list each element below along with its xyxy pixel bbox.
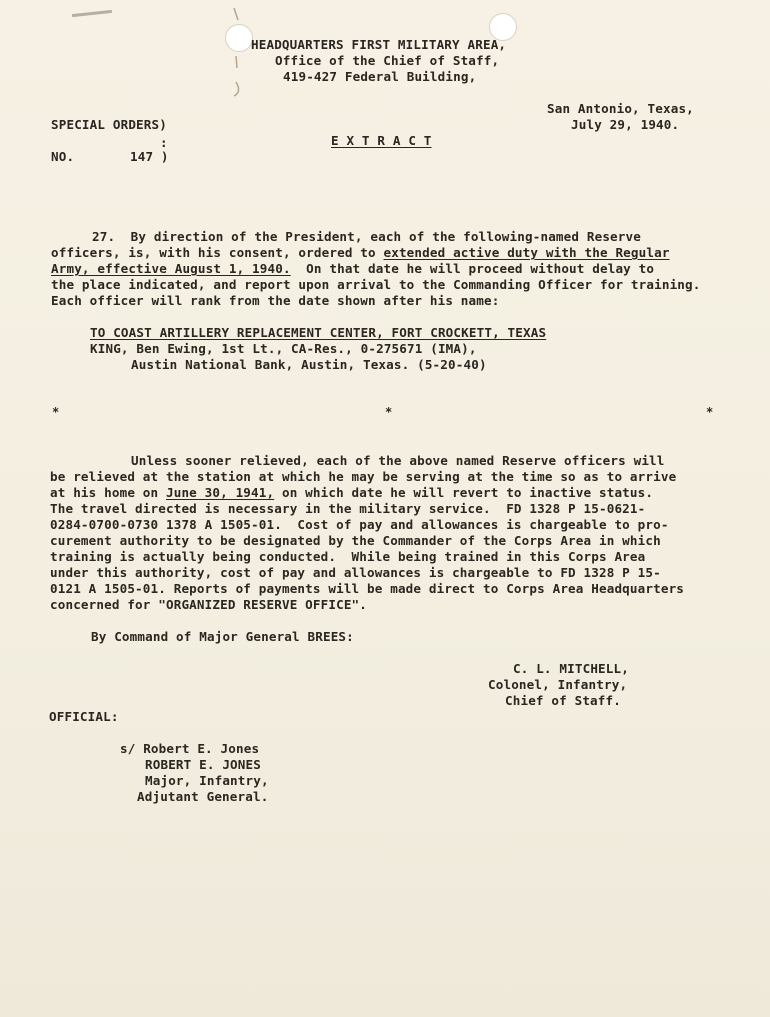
staple-mark <box>228 4 248 104</box>
para27-line-2b: extended active duty with the Regular <box>383 245 670 260</box>
para2-line-9: 0121 A 1505-01. Reports of payments will be made direct to Corps Area Headquarters <box>50 581 685 596</box>
assignment-heading: TO COAST ARTILLERY REPLACEMENT CENTER, FORT CROCKETT, TEXAS <box>90 325 547 340</box>
para27-line-3b: On that date he will proceed without delay to <box>290 261 655 276</box>
separator-star-left: * <box>52 405 60 419</box>
para2-line-8: under this authority, cost of pay and allowances is chargeable to FD 1328 P 15- <box>50 565 661 580</box>
extract-title: E X T R A C T <box>331 133 432 148</box>
assignment-address: Austin National Bank, Austin, Texas. (5-20-40) <box>131 357 487 372</box>
para2-line-1: Unless sooner relieved, each of the above named Reserve officers will <box>131 453 665 468</box>
official-title: Adjutant General. <box>137 789 269 804</box>
orders-colon: : <box>160 135 168 150</box>
para27-line-2a: officers, is, with his consent, ordered to <box>51 245 384 260</box>
official-signed: s/ Robert E. Jones <box>120 741 260 756</box>
orders-no-label: NO. <box>51 149 75 164</box>
orders-no-value: 147 ) <box>130 149 169 164</box>
para2-line-3c: on which date he will revert to inactive status. <box>274 485 654 500</box>
para27-line-3a: Army, effective August 1, 1940. <box>51 261 291 276</box>
separator-star-center: * <box>385 405 393 419</box>
signature-name: C. L. MITCHELL, <box>513 661 629 676</box>
para27-line-3 <box>51 261 654 277</box>
assignment-officer: KING, Ben Ewing, 1st Lt., CA-Res., 0-275671 (IMA), <box>90 341 477 356</box>
signature-title: Chief of Staff. <box>505 693 621 708</box>
para2-line-5: 0284-0700-0730 1378 A 1505-01. Cost of pay and allowances is chargeable to pro- <box>50 517 669 532</box>
para2-line-3a: at his home on <box>50 485 166 500</box>
separator-star-right: * <box>706 405 714 419</box>
para2-line-4: The travel directed is necessary in the military service. FD 1328 P 15-0621- <box>50 501 646 516</box>
header-line-1: HEADQUARTERS FIRST MILITARY AREA, <box>251 37 507 52</box>
para27-line-5: Each officer will rank from the date shown after his name: <box>51 293 500 308</box>
place: San Antonio, Texas, <box>547 101 694 116</box>
para27-line-1: 27. By direction of the President, each of the following-named Reserve <box>92 229 641 244</box>
para27-line-4: the place indicated, and report upon arrival to the Commanding Officer for training. <box>51 277 701 292</box>
para2-line-7: training is actually being conducted. While being trained in this Corps Area <box>50 549 646 564</box>
para2-line-3b: June 30, 1941, <box>165 485 275 500</box>
header-line-3: 419-427 Federal Building, <box>283 69 477 84</box>
para2-line-3 <box>50 485 653 501</box>
header-line-2: Office of the Chief of Staff, <box>275 53 500 68</box>
signature-rank: Colonel, Infantry, <box>488 677 628 692</box>
official-rank: Major, Infantry, <box>145 773 269 788</box>
command-line: By Command of Major General BREES: <box>91 629 354 644</box>
special-orders-label: SPECIAL ORDERS) <box>51 117 167 132</box>
para27-line-2 <box>51 245 670 261</box>
para2-line-10: concerned for "ORGANIZED RESERVE OFFICE". <box>50 597 368 612</box>
official-name: ROBERT E. JONES <box>145 757 261 772</box>
para2-line-2: be relieved at the station at which he may be serving at the time so as to arrive <box>50 469 677 484</box>
para2-line-6: curement authority to be designated by the Commander of the Corps Area in which <box>50 533 661 548</box>
paper-smudge <box>72 10 112 17</box>
official-label: OFFICIAL: <box>49 709 119 724</box>
date: July 29, 1940. <box>571 117 680 132</box>
